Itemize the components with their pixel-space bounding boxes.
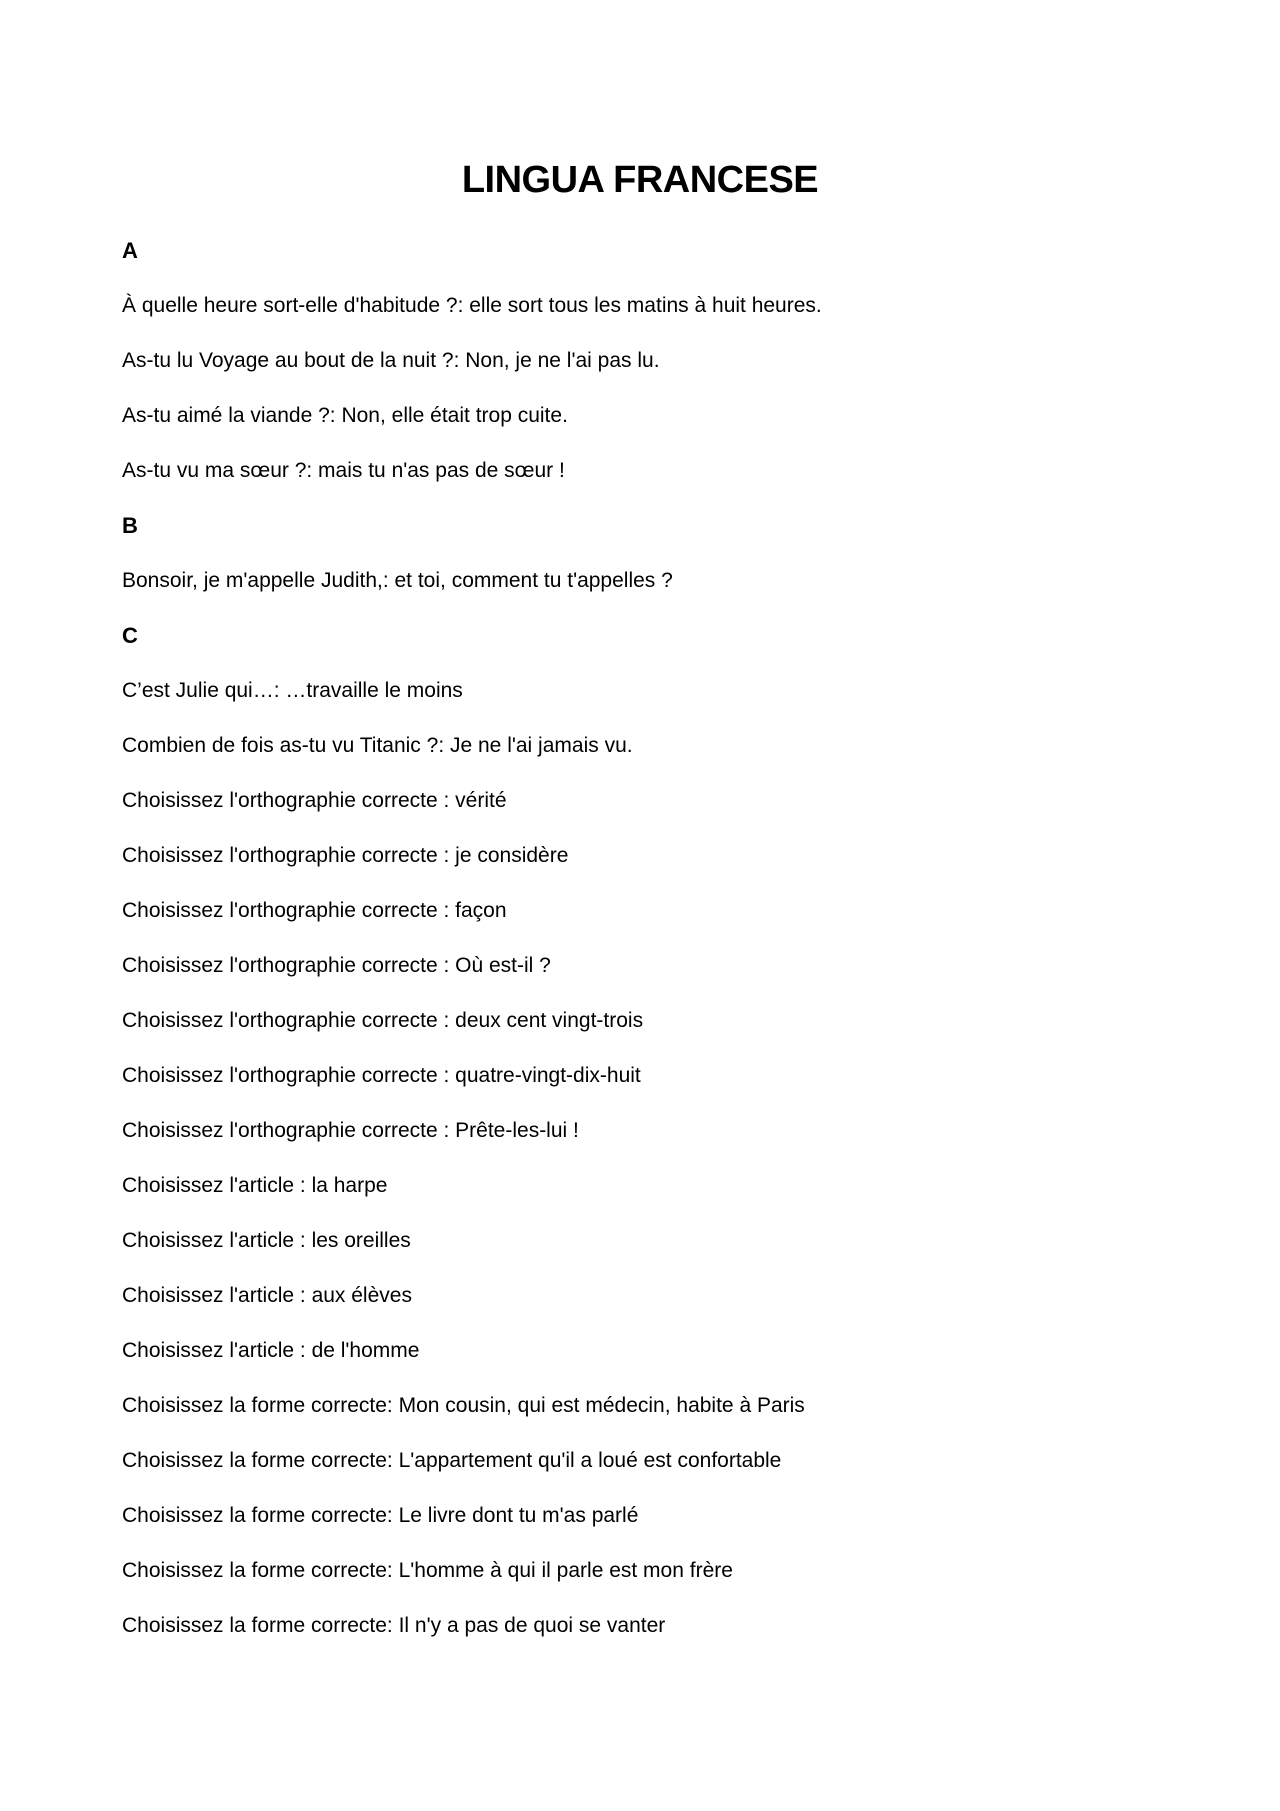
text-line: Choisissez l'orthographie correcte : façon xyxy=(122,899,507,922)
text-line: Combien de fois as-tu vu Titanic ?: Je ne l'ai jamais vu. xyxy=(122,734,633,757)
text-line: Choisissez l'article : aux élèves xyxy=(122,1284,412,1307)
text-line: Choisissez l'orthographie correcte : vérité xyxy=(122,789,507,812)
text-line: Choisissez l'orthographie correcte : Prête-les-lui ! xyxy=(122,1119,579,1142)
text-line: Choisissez la forme correcte: L'appartement qu'il a loué est confortable xyxy=(122,1449,782,1472)
page-title: LINGUA FRANCESE xyxy=(461,159,819,201)
section-heading-a: A xyxy=(122,238,138,263)
text-line: As-tu aimé la viande ?: Non, elle était trop cuite. xyxy=(122,404,568,427)
text-line: Choisissez la forme correcte: Mon cousin, qui est médecin, habite à Paris xyxy=(122,1394,805,1417)
text-line: Choisissez la forme correcte: Le livre dont tu m'as parlé xyxy=(122,1504,639,1527)
text-line: Choisissez l'orthographie correcte : deux cent vingt-trois xyxy=(122,1009,644,1032)
section-heading-b: B xyxy=(122,513,138,538)
text-line: As-tu vu ma sœur ?: mais tu n'as pas de sœur ! xyxy=(122,459,565,482)
text-line: Choisissez la forme correcte: L'homme à qui il parle est mon frère xyxy=(122,1559,733,1582)
text-line: Bonsoir, je m'appelle Judith,: et toi, comment tu t'appelles ? xyxy=(122,569,673,592)
document-body xyxy=(122,236,1162,1666)
text-line: À quelle heure sort-elle d'habitude ?: elle sort tous les matins à huit heures. xyxy=(122,294,822,317)
text-line: Choisissez l'article : de l'homme xyxy=(122,1339,420,1362)
text-line: Choisissez l'article : les oreilles xyxy=(122,1229,411,1252)
text-line: As-tu lu Voyage au bout de la nuit ?: Non, je ne l'ai pas lu. xyxy=(122,349,660,372)
text-line: Choisissez l'orthographie correcte : Où est-il ? xyxy=(122,954,551,977)
text-line: Choisissez l'article : la harpe xyxy=(122,1174,388,1197)
text-line: C’est Julie qui…: …travaille le moins xyxy=(122,679,463,702)
text-line: Choisissez l'orthographie correcte : je considère xyxy=(122,844,569,867)
text-line: Choisissez l'orthographie correcte : quatre-vingt-dix-huit xyxy=(122,1064,641,1087)
section-heading-c: C xyxy=(122,623,138,648)
text-line: Choisissez la forme correcte: Il n'y a pas de quoi se vanter xyxy=(122,1614,666,1637)
